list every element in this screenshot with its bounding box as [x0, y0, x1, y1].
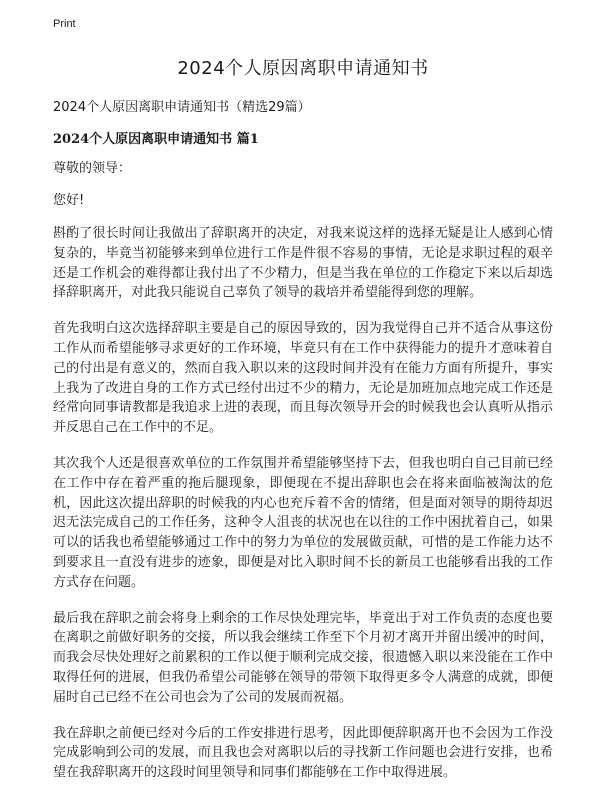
- document-subtitle: 2024个人原因离职申请通知书（精选29篇）: [53, 100, 311, 115]
- print-link[interactable]: Print: [53, 18, 76, 30]
- greeting: 您好!: [53, 193, 85, 208]
- section-heading: 2024个人原因离职申请通知书 篇1: [53, 132, 259, 147]
- document-page: [53, 48, 553, 799]
- body-paragraph-4: 最后我在辞职之前会将身上剩余的工作尽快处理完毕，毕竟出于对工作负责的态度也要在离职之前做好职务的交接，所以我会继续工作至下个月初才离开并留出缓冲的时间，而我会尽快处理好之前累积的工作以便于顺利完成交接，很遗憾入职以来没能在工作中取得任何的进展，但我仍希望公司能够在领导的带领下取得更多令人满意的成就，即便届时自己已经不在公司也会为了公司的发展而祝福。: [53, 610, 553, 705]
- body-paragraph-1: 斟酌了很长时间让我做出了辞职离开的决定，对我来说这样的选择无疑是让人感到心情复杂的，毕竟当初能够来到单位进行工作是件很不容易的事情，无论是求职过程的艰辛还是工作机会的难得都让我付出了不少精力，但是当我在单位的工作稳定下来以后却选择辞职离开，对此我只能说自己辜负了领导的栽培并希望能得到您的理解。: [53, 226, 553, 301]
- page-title: 2024个人原因离职申请通知书: [177, 58, 429, 79]
- salutation: 尊敬的领导：: [53, 161, 132, 176]
- body-paragraph-3: 其次我个人还是很喜欢单位的工作氛围并希望能够坚持下去，但我也明白自己目前已经在工作中存在着严重的拖后腿现象，即便现在不提出辞职也会在将来面临被淘汰的危机，因此这次提出辞职的时候我的内心也充斥着不舍的情绪，但是面对领导的期待却迟迟无法完成自己的工作任务，这种令人沮丧的状况也在以往的工作中困扰着自己，如果可以的话我也希望能够通过工作中的努力为单位的发展做贡献，可惜的是工作能力达不到要求且一直没有进步的迹象，即便是对比入职时间不长的新员工也能够看出我的工作方式存在问题。: [53, 455, 553, 590]
- body-paragraph-2: 首先我明白这次选择辞职主要是自己的原因导致的，因为我觉得自己并不适合从事这份工作从而希望能够寻求更好的工作环境，毕竟只有在工作中获得能力的提升才意味着自己的付出是有意义的，然而自我入职以来的这段时间并没有在能力方面有所提升，事实上我为了改进自身的工作方式已经付出过不少的精力，无论是加班加点地完成工作还是经常向同事请教都是我追求上进的表现，而且每次领导开会的时候我也会认真听从指示并反思自己在工作中的不足。: [53, 321, 553, 436]
- body-paragraph-5: 我在辞职之前便已经对今后的工作安排进行思考，因此即便辞职离开也不会因为工作没完成影响到公司的发展，而且我也会对离职以后的寻找新工作问题也会进行安排，也希望在我辞职离开的这段时间里领导和同事们都能够在工作中取得进展。: [53, 725, 553, 781]
